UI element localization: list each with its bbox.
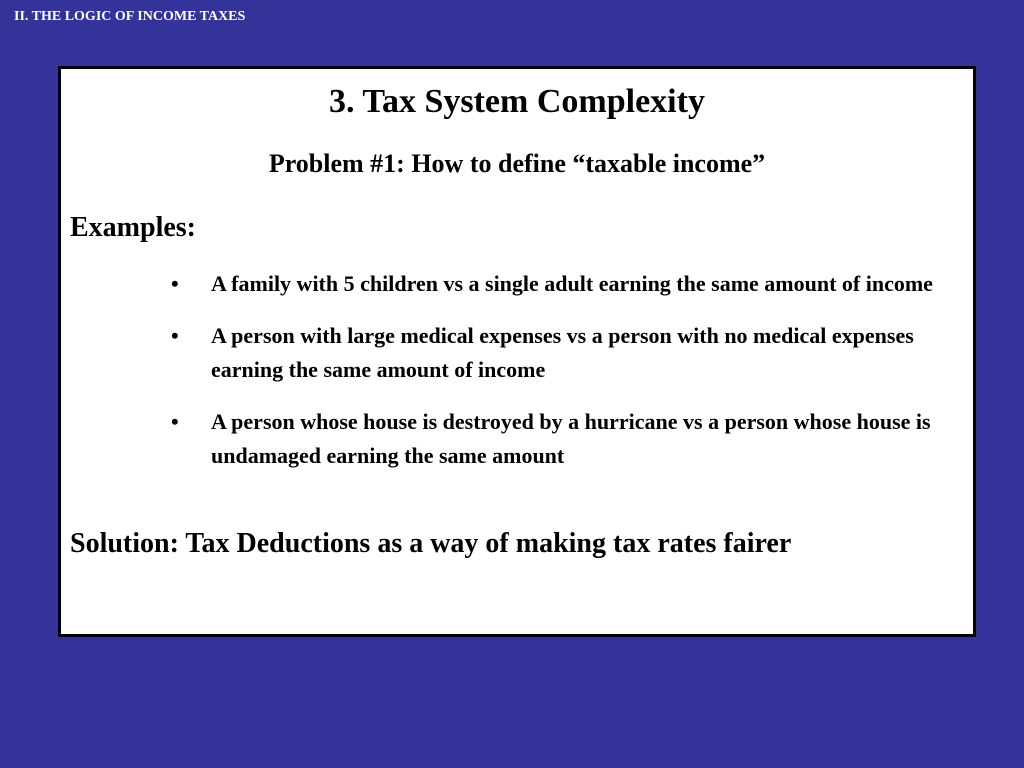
solution-text: Solution: Tax Deductions as a way of making tax rates fairer <box>70 528 792 559</box>
section-header: II. THE LOGIC OF INCOME TAXES <box>14 9 246 24</box>
list-item-text: A person whose house is destroyed by a hurricane vs a person whose house is undamaged earning the same amount <box>211 409 931 468</box>
list-item <box>171 405 961 473</box>
content-panel <box>58 66 976 637</box>
list-item-text: A person with large medical expenses vs a person with no medical expenses earning the same amount of income <box>211 323 914 382</box>
bullet-icon: • <box>171 323 179 348</box>
slide-subtitle: Problem #1: How to define “taxable income” <box>268 149 766 178</box>
slide-title: 3. Tax System Complexity <box>329 83 705 120</box>
bullet-icon: • <box>171 409 179 434</box>
list-item <box>171 319 961 387</box>
list-item-text: A family with 5 children vs a single adult earning the same amount of income <box>211 271 933 296</box>
bullet-icon: • <box>171 271 179 296</box>
examples-list <box>171 267 961 491</box>
examples-label: Examples: <box>70 212 196 243</box>
list-item <box>171 267 961 301</box>
